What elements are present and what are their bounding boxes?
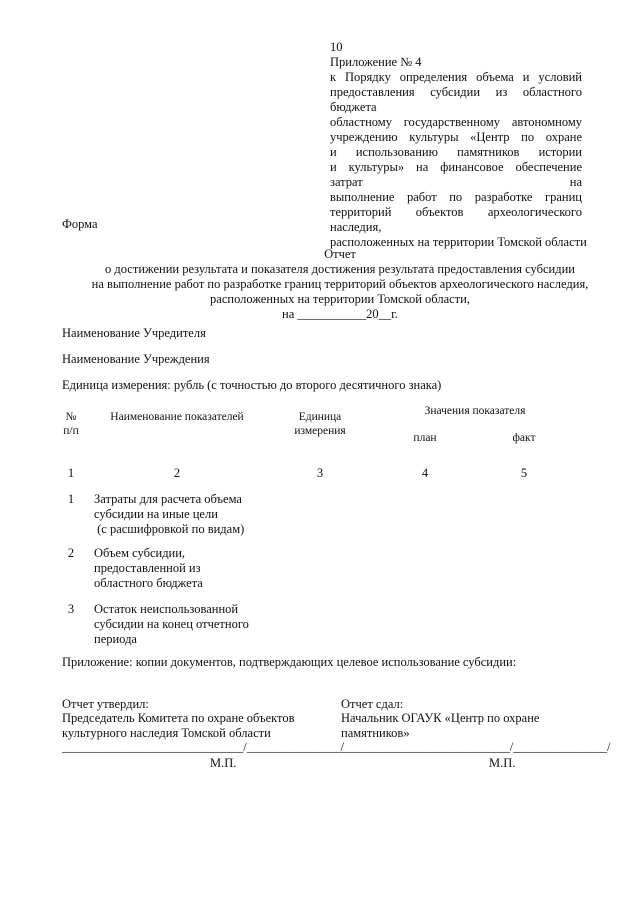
approver-signature-line: _____________________________/_______________/ (62, 740, 344, 754)
report-line: о достижении результата и показателя достижения результата предоставления субсидии (105, 262, 575, 276)
submitter-signature-line: ___________________________/_______________/ (341, 740, 611, 754)
attachment-note: Приложение: копии документов, подтверждающих целевое использование субсидии: (62, 655, 517, 669)
col-number: 1 (67, 466, 75, 480)
row-number: 2 (67, 546, 75, 560)
appendix-line: и культуры» на финансовое обеспечение затрат на (330, 160, 582, 189)
approver-stamp: М.П. (210, 756, 237, 770)
appendix-text (330, 70, 587, 250)
col-number: 2 (173, 466, 181, 480)
form-label: Форма (62, 217, 98, 231)
col-number: 5 (520, 466, 528, 480)
col-header-num: № п/п (63, 411, 79, 437)
report-line: расположенных на территории Томской области, (210, 292, 470, 306)
col-header-values: Значения показателя (424, 405, 526, 417)
appendix-line: и использованию памятников истории (330, 145, 582, 159)
founder-field: Наименование Учредителя (62, 326, 206, 340)
appendix-line: расположенных на территории Томской области (330, 235, 587, 249)
report-title: Отчет (324, 247, 356, 261)
col-number: 4 (421, 466, 429, 480)
appendix-title: Приложение № 4 (330, 55, 422, 69)
submitter-stamp: М.П. (489, 756, 516, 770)
appendix-line: предоставления субсидии из областного бюджета (330, 85, 582, 114)
unit-field: Единица измерения: рубль (с точностью до второго десятичного знака) (62, 378, 442, 392)
row-name: Затраты для расчета объема субсидии на иные цели (с расшифровкой по видам) (94, 492, 245, 536)
appendix-line: учреждению культуры «Центр по охране (330, 130, 582, 144)
row-name: Остаток неиспользованной субсидии на конец отчетного периода (94, 602, 249, 646)
col-header-unit: Единица измерения (294, 411, 346, 437)
report-date: на ___________20__г. (282, 307, 398, 321)
row-number: 1 (67, 492, 75, 506)
submitted-label: Отчет сдал: (341, 697, 404, 711)
report-line: на выполнение работ по разработке границ территорий объектов археологического наследия, (91, 277, 589, 291)
report-heading (40, 247, 640, 322)
col-header-name: Наименование показателей (110, 411, 244, 423)
row-name: Объем субсидии, предоставленной из областного бюджета (94, 546, 203, 590)
col-header-fact: факт (512, 432, 536, 444)
appendix-line: территорий объектов археологического наследия, (330, 205, 582, 234)
page-number: 10 (330, 40, 343, 54)
appendix-line: выполнение работ по разработке границ (330, 190, 582, 204)
approver-position: Председатель Комитета по охране объектов культурного наследия Томской области (62, 711, 295, 740)
approved-label: Отчет утвердил: (62, 697, 149, 711)
appendix-line: к Порядку определения объема и условий (330, 70, 582, 84)
appendix-line: областному государственному автономному (330, 115, 582, 129)
row-number: 3 (67, 602, 75, 616)
institution-field: Наименование Учреждения (62, 352, 210, 366)
col-header-plan: план (413, 432, 437, 444)
submitter-position: Начальник ОГАУК «Центр по охране памятников» (341, 711, 540, 740)
col-number: 3 (316, 466, 324, 480)
